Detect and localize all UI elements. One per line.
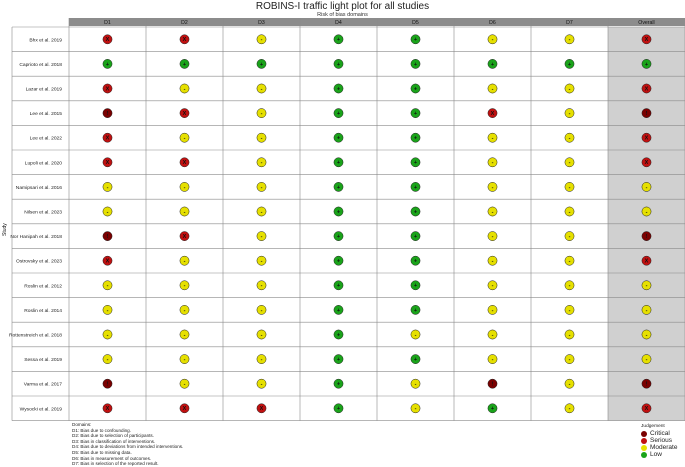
study-label: Lupoli et al. 2020 [24,161,62,167]
judgement-symbol: + [413,184,418,191]
judgement-symbol: - [183,332,186,339]
domain-note: D7: Bias in selection of the reported result. [72,461,159,467]
judgement-symbol: - [491,135,494,142]
judgement-symbol: X [182,37,187,44]
judgement-symbol: + [336,258,341,265]
judgement-symbol: - [260,184,263,191]
judgement-symbol: - [260,357,263,363]
judgement-symbol: - [414,381,417,388]
judgement-symbol: - [106,283,109,290]
judgement-symbol: + [413,86,418,93]
judgement-symbol: X [105,37,110,44]
judgement-symbol: + [413,258,418,265]
judgement-symbol: - [645,307,648,314]
judgement-symbol: + [490,406,495,413]
judgement-symbol: + [413,234,418,240]
judgement-symbol: - [568,111,571,117]
domain-note: D5: Bias due to missing data. [72,449,132,455]
legend-swatch [641,445,647,451]
judgement-symbol: - [568,307,571,314]
judgement-symbol: ! [645,111,648,117]
study-label: Roslin et al. 2014 [24,308,62,314]
judgement-symbol: + [336,406,341,413]
judgement-symbol: - [568,283,571,290]
judgement-symbol: + [413,61,418,68]
legend-item-low [641,451,677,458]
judgement-symbol: X [105,160,110,167]
judgement-symbol: + [413,37,418,44]
judgement-symbol: - [491,37,494,44]
legend-label: Moderate [650,444,678,451]
legend-label: Critical [650,430,670,437]
y-axis-label: Study [2,223,8,237]
judgement-symbol: + [336,160,341,167]
judgement-symbol: - [491,184,494,191]
domain-note: D3: Bias in classification of interventions. [72,438,156,444]
study-label: Wysocki et al. 2019 [19,407,62,413]
study-label: Nor Hanipah et al. 2018 [10,235,62,241]
legend-title: Judgement [641,424,665,429]
judgement-symbol: - [568,86,571,93]
domain-note: D6: Bias in measurement of outcomes. [72,455,152,461]
domains-footnote [72,422,183,467]
judgement-symbol: - [183,86,186,93]
judgement-symbol: X [644,160,649,167]
judgement-symbol: + [413,135,418,142]
judgement-symbol: - [260,258,263,265]
judgement-symbol: X [644,135,649,142]
judgement-symbol: ! [645,381,648,388]
judgement-symbol: - [568,357,571,363]
judgement-symbol: - [491,160,494,167]
judgement-symbol: - [568,381,571,388]
judgement-symbol: - [491,332,494,339]
judgement-symbol: X [182,111,187,117]
study-label: Lazar et al. 2019 [25,87,62,93]
judgement-symbol: - [260,86,263,93]
judgement-symbol: - [491,209,494,216]
judgement-symbol: + [336,184,341,191]
judgement-symbol: - [183,258,186,265]
judgement-symbol: + [336,381,341,388]
study-label: Roslin et al. 2012 [24,284,62,290]
study-label: Bhx et al. 2019 [29,38,62,44]
legend-swatch [641,438,647,444]
judgement-symbol: - [568,135,571,142]
judgement-symbol: - [183,381,186,388]
judgement-symbol: - [183,135,186,142]
domain-note: D4: Bias due to deviations from intended interventions. [72,444,184,450]
judgement-symbol: - [568,332,571,339]
judgement-symbol: X [105,258,110,265]
judgement-symbol: - [568,234,571,240]
judgement-symbol: X [182,234,187,240]
judgement-symbol: - [260,283,263,290]
study-label: Nilsen et al. 2023 [24,210,62,216]
study-label: Varma et al. 2017 [23,382,62,388]
column-header-d3: D3 [258,20,265,26]
chart-subtitle: Risk of bias domains [317,12,368,18]
judgement-symbol: + [336,209,341,216]
judgement-symbol: - [414,406,417,413]
judgement-symbol: X [105,406,110,413]
study-label: Ostrovsky et al. 2023 [16,259,62,265]
judgement-symbol: - [491,234,494,240]
judgement-symbol: ! [645,234,648,240]
judgement-symbol: + [413,160,418,167]
judgement-symbol: - [645,357,648,363]
judgement-symbol: X [644,406,649,413]
judgement-symbol: + [413,209,418,216]
judgement-symbol: - [260,307,263,314]
column-header-d5: D5 [412,20,419,26]
judgement-symbol: + [490,61,495,68]
judgement-symbol: - [414,332,417,339]
judgement-symbol: - [491,307,494,314]
judgement-symbol: ! [106,111,109,117]
judgement-symbol: - [568,406,571,413]
judgement-symbol: - [106,184,109,191]
judgement-symbol: X [182,160,187,167]
judgement-symbol: X [259,406,264,413]
judgement-symbol: - [568,184,571,191]
study-label: Namipsari et al. 2016 [15,185,62,191]
judgement-symbol: X [105,86,110,93]
column-header-d1: D1 [104,20,111,26]
judgement-symbol: X [182,406,187,413]
judgement-symbol: - [491,86,494,93]
judgement-symbol: - [183,184,186,191]
judgement-symbol: - [260,135,263,142]
judgement-symbol: X [490,111,495,117]
study-label: Caprioto et al. 2018 [19,62,62,68]
judgement-symbol: - [645,209,648,216]
judgement-symbol: + [336,234,341,240]
chart-title: ROBINS-I traffic light plot for all studies [255,1,430,12]
judgement-symbol: - [260,381,263,388]
judgement-symbol: - [260,160,263,167]
judgement-symbol: ! [106,234,109,240]
judgement-symbol: - [568,160,571,167]
judgement-symbol: + [336,37,341,44]
judgement-symbol: - [106,307,109,314]
judgement-symbol: + [336,357,341,363]
judgement-symbol: - [183,307,186,314]
judgement-symbol: - [568,37,571,44]
legend-label: Serious [650,437,673,444]
column-header-d7: D7 [566,20,573,26]
legend-swatch [641,452,647,458]
judgement-symbol: X [644,86,649,93]
judgement-symbol: - [260,209,263,216]
judgement-symbol: + [336,86,341,93]
judgement-symbol: - [491,258,494,265]
column-header-d2: D2 [181,20,188,26]
judgement-symbol: X [105,135,110,142]
study-label: Rottenstreich et al. 2018 [8,333,62,339]
judgement-symbol: + [336,283,341,290]
judgement-symbol: + [413,111,418,117]
judgement-symbol: - [260,332,263,339]
judgement-symbol: - [106,357,109,363]
judgement-symbol: + [336,307,341,314]
judgement-symbol: + [336,135,341,142]
judgement-symbol: + [644,61,649,68]
legend [641,424,677,458]
judgement-symbol: + [413,307,418,314]
judgement-symbol: + [336,332,341,339]
judgement-symbol: - [568,209,571,216]
judgement-symbol: - [645,332,648,339]
study-label: Sessa et al. 2019 [24,358,62,364]
legend-item-critical [641,430,677,437]
judgement-symbol: X [644,258,649,265]
judgement-symbol: - [183,283,186,290]
column-header-overall: Overall [638,20,655,26]
judgement-symbol: + [336,61,341,68]
judgement-symbol: - [106,209,109,216]
judgement-symbol: - [568,258,571,265]
judgement-symbol: + [567,61,572,68]
study-label: Lee et al. 2015 [29,112,62,118]
column-header-d4: D4 [335,20,342,26]
judgement-symbol: - [260,234,263,240]
legend-item-serious [641,437,677,444]
judgement-symbol: - [183,357,186,363]
judgement-symbol: X [644,37,649,44]
judgement-symbol: + [413,283,418,290]
legend-swatch [641,431,647,437]
judgement-symbol: + [105,61,110,68]
judgement-symbol: - [260,111,263,117]
domain-note: Domains: [72,422,92,427]
judgement-symbol: - [183,209,186,216]
legend-item-moderate [641,444,677,451]
domain-note: D2: Bias due to selection of participants. [72,433,154,439]
judgement-symbol: - [645,184,648,191]
judgement-symbol: + [413,357,418,363]
domain-note: D1: Bias due to confounding. [72,427,131,433]
column-header-d6: D6 [489,20,496,26]
judgement-symbol: + [259,61,264,68]
study-label: Lee et al. 2022 [29,136,62,142]
judgement-symbol: + [182,61,187,68]
judgement-symbol: ! [106,381,109,388]
judgement-symbol: - [491,357,494,363]
judgement-symbol: - [260,37,263,44]
judgement-symbol: - [491,283,494,290]
judgement-symbol: - [106,332,109,339]
judgement-symbol: ! [491,381,494,388]
judgement-symbol: - [645,283,648,290]
legend-label: Low [650,451,662,458]
judgement-symbol: + [336,111,341,117]
